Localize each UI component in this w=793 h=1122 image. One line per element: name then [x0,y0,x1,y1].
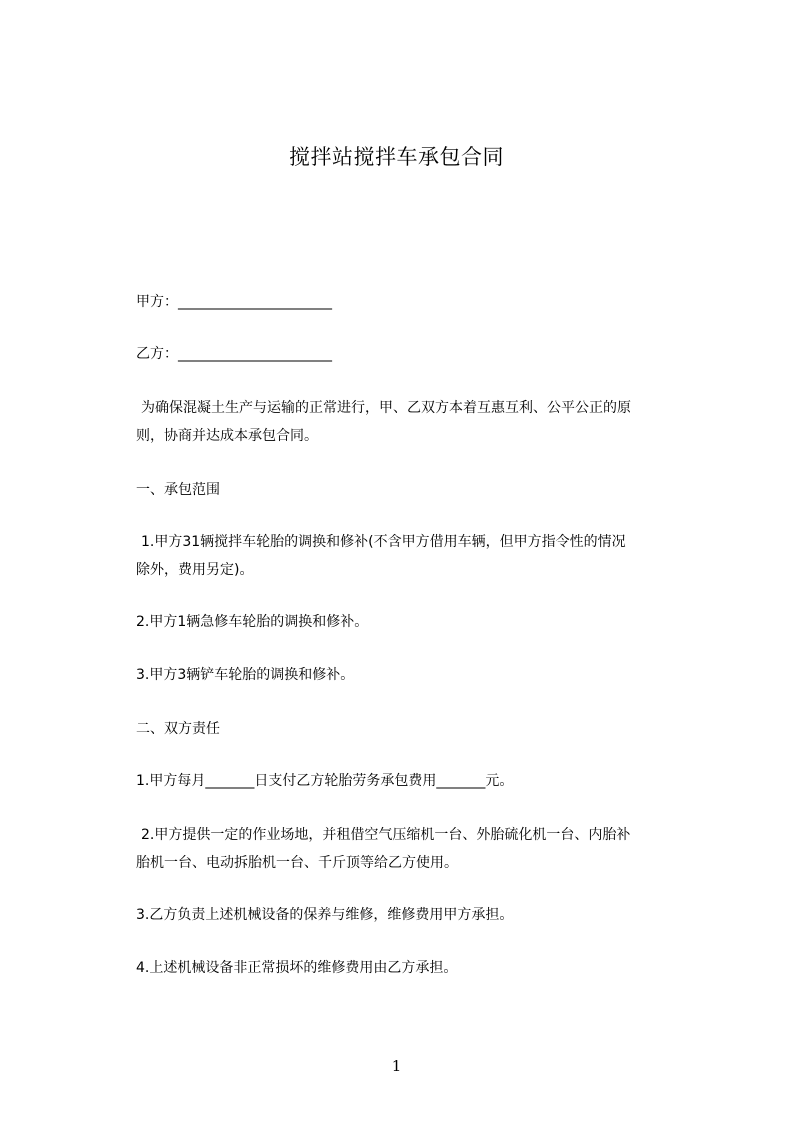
section-1-item-1-line-1: 1.甲方31辆搅拌车轮胎的调换和修补(不含甲方借用车辆，但甲方指令性的情况 [141,534,626,550]
section-2-item-1: 1.甲方每月_______日支付乙方轮胎劳务承包费用_______元。 [136,773,514,789]
party-b-line: 乙方：______________________ [136,346,332,362]
intro-paragraph-line-2: 则，协商并达成本承包合同。 [136,428,318,444]
section-2-heading: 二、双方责任 [136,721,220,737]
party-a-line: 甲方：______________________ [136,294,332,310]
section-2-item-2-line-2: 胎机一台、电动拆胎机一台、千斤顶等给乙方使用。 [136,855,458,871]
page-number: 1 [391,1057,402,1075]
document-title: 搅拌站搅拌车承包合同 [289,145,504,169]
section-2-item-3: 3.乙方负责上述机械设备的保养与维修，维修费用甲方承担。 [136,907,514,923]
section-1-item-1-line-2: 除外，费用另定)。 [136,562,254,578]
section-2-item-2-line-1: 2.甲方提供一定的作业场地，并租借空气压缩机一台、外胎硫化机一台、内胎补 [141,827,631,843]
section-1-item-3: 3.甲方3辆铲车轮胎的调换和修补。 [136,667,355,683]
section-2-item-4: 4.上述机械设备非正常损坏的维修费用由乙方承担。 [136,960,458,976]
intro-paragraph-line-1: 为确保混凝土生产与运输的正常进行，甲、乙双方本着互惠互利、公平公正的原 [141,400,631,416]
section-1-item-2: 2.甲方1辆急修车轮胎的调换和修补。 [136,614,369,630]
section-1-heading: 一、承包范围 [136,482,220,498]
